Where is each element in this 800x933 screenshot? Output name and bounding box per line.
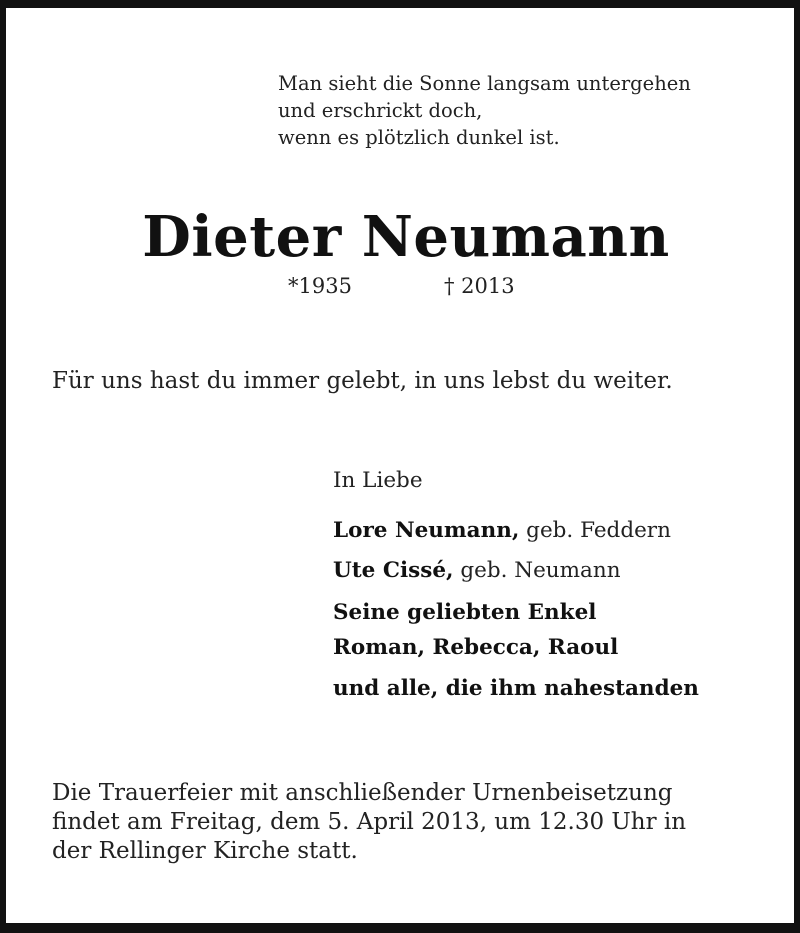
- poem-line-3: wenn es plötzlich dunkel ist.: [278, 126, 560, 149]
- grandchildren-names: Roman, Rebecca, Raoul: [333, 635, 619, 660]
- deceased-name: Dieter Neumann: [142, 204, 670, 270]
- death-year: † 2013: [444, 274, 515, 298]
- memorial-quote: Für uns hast du immer gelebt, in uns lebst du weiter.: [52, 368, 673, 394]
- funeral-service-notice: [52, 779, 686, 866]
- mourner-lore-name: Lore Neumann,: [333, 518, 520, 543]
- mourner-ute-name: Ute Cissé,: [333, 558, 454, 583]
- poem-verse: [278, 70, 691, 151]
- mourner-lore-maiden-name: geb. Feddern: [519, 518, 671, 543]
- poem-line-2: und erschrickt doch,: [278, 99, 483, 122]
- birth-year: *1935: [288, 274, 352, 298]
- mourners-intro: In Liebe: [333, 468, 423, 493]
- mourner-ute-maiden-name: geb. Neumann: [453, 558, 621, 583]
- poem-line-1: Man sieht die Sonne langsam untergehen: [278, 72, 691, 95]
- service-line-1: Die Trauerfeier mit anschließender Urnenbeisetzung: [52, 780, 673, 806]
- mourner-ute: [333, 558, 621, 583]
- mourners-closing: und alle, die ihm nahestanden: [333, 676, 699, 701]
- service-line-3: der Rellinger Kirche statt.: [52, 838, 358, 864]
- grandchildren-heading: Seine geliebten Enkel: [333, 600, 597, 625]
- service-line-2: findet am Freitag, dem 5. April 2013, um 12.30 Uhr in: [52, 809, 687, 835]
- mourner-lore: [333, 518, 671, 543]
